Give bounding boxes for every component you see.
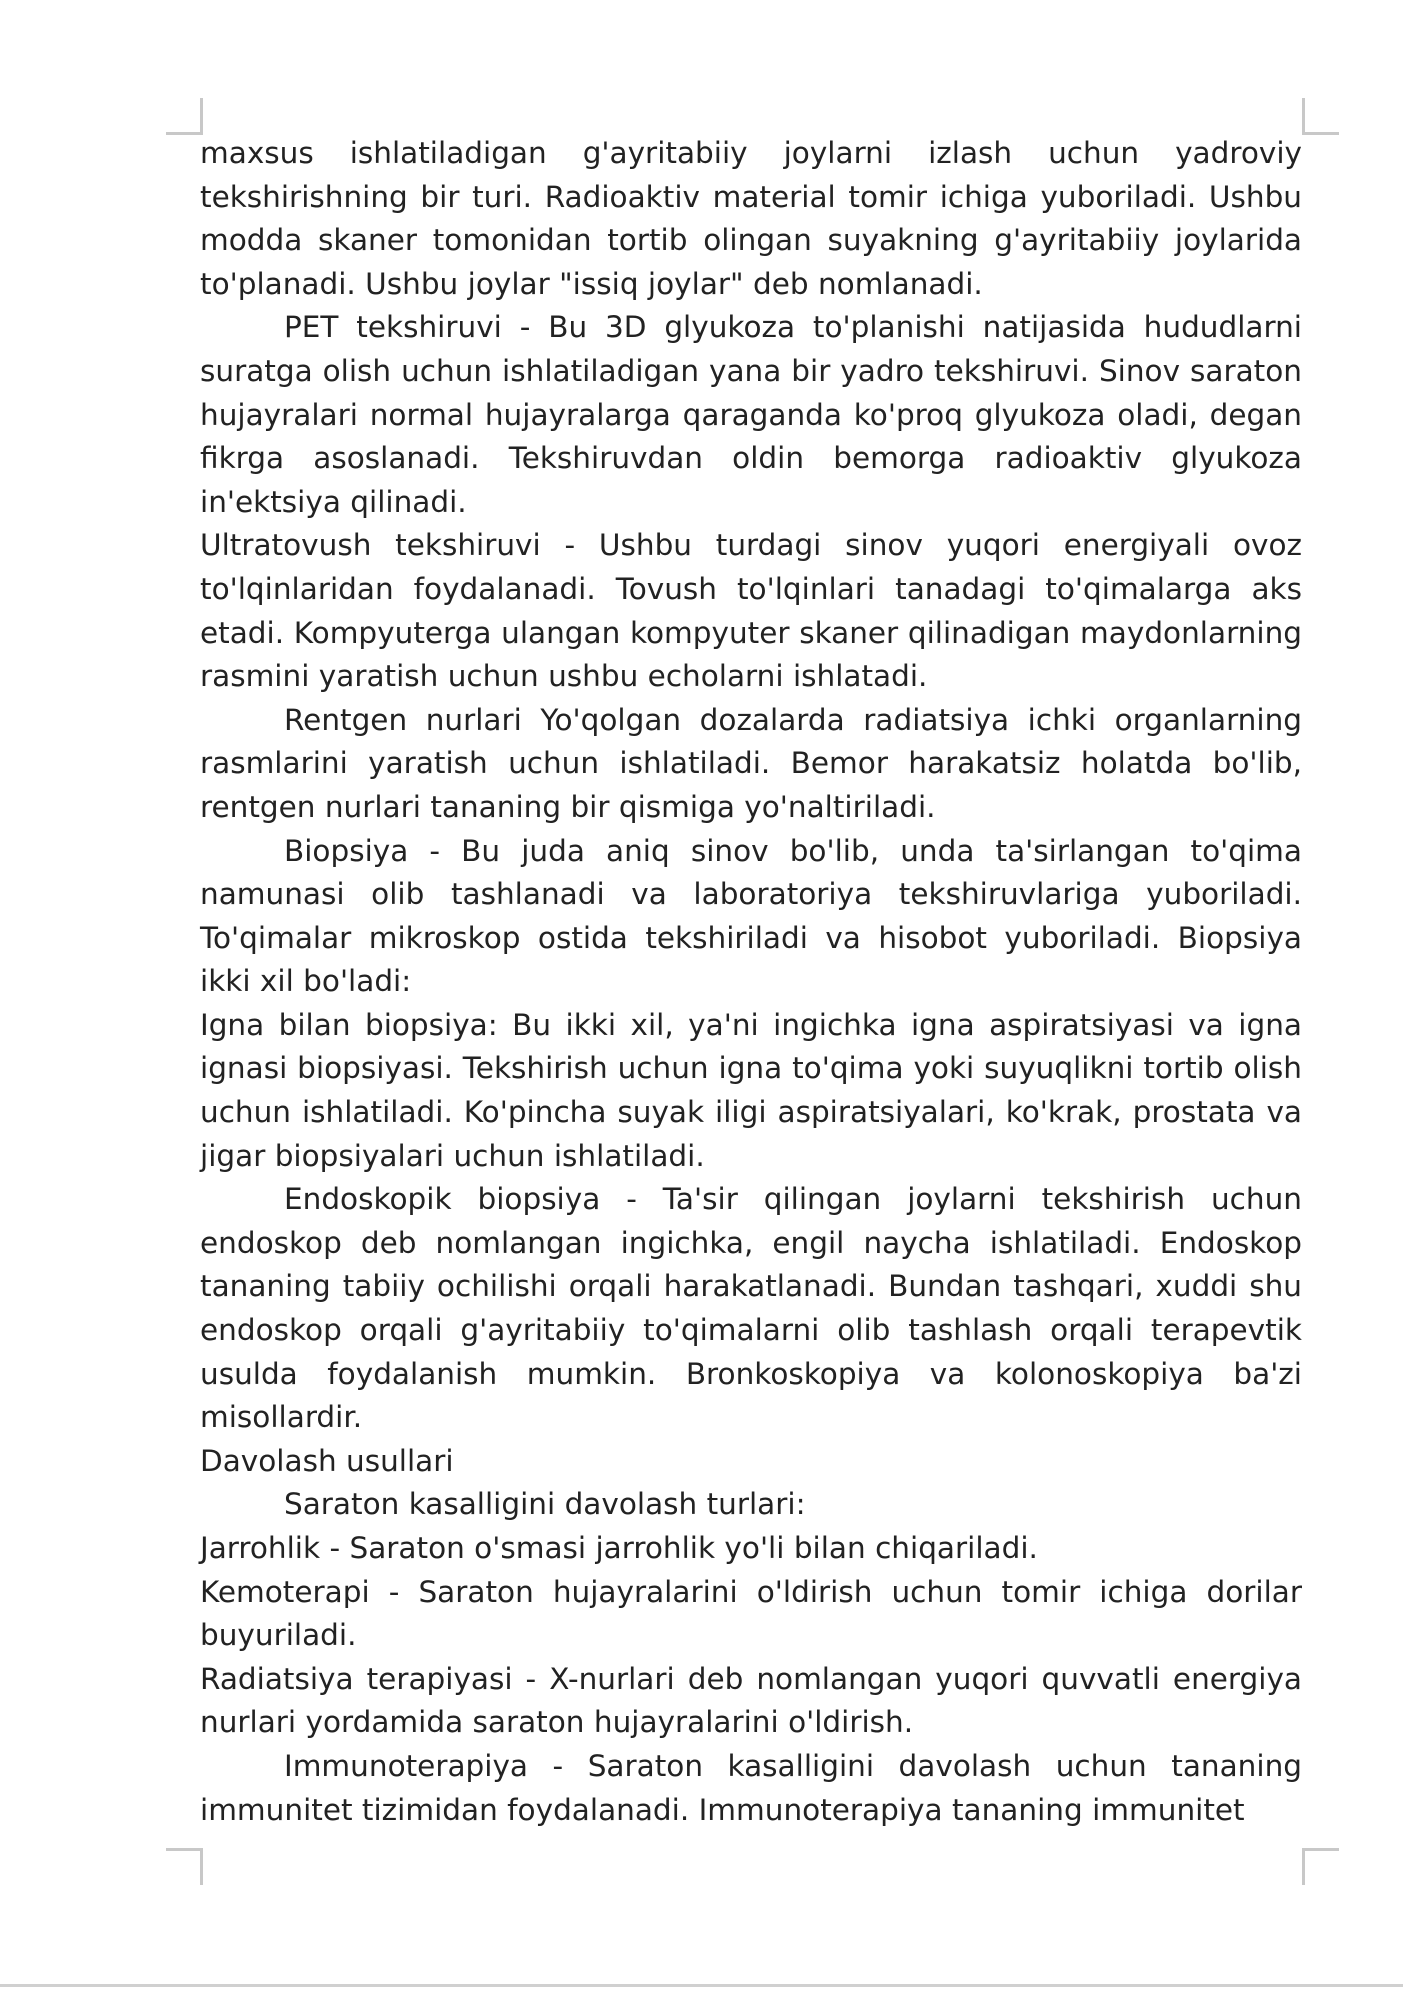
paragraph-x-ray: Rentgen nurlari Yo'qolgan dozalarda radiatsiya ichki organlarning rasmlarini yaratish uchun ishlatiladi. Bemor harakatsiz holatda bo'lib, rentgen nurlari tananing bir qismiga yo'naltiriladi. [200, 702, 1302, 824]
paragraph-treatment-types: Saraton kasalligini davolash turlari: [284, 1487, 806, 1522]
margin-corner-mark-top-right [1302, 98, 1339, 135]
document-body [200, 132, 1302, 1832]
margin-corner-mark-top-left [166, 98, 203, 135]
paragraph-biopsy: Biopsiya - Bu juda aniq sinov bo'lib, unda ta'sirlangan to'qima namunasi olib tashlanadi va laboratoriya tekshiruvlariga yuboriladi. To'qimalar mikroskop ostida tekshiriladi va hisobot yuboriladi. Biopsiya ikki xil bo'ladi: [200, 833, 1302, 999]
margin-corner-mark-bottom-right [1302, 1848, 1339, 1885]
margin-corner-mark-bottom-left [166, 1848, 203, 1885]
paragraph-needle-biopsy: Igna bilan biopsiya: Bu ikki xil, ya'ni ingichka igna aspiratsiyasi va igna ignasi biopsiyasi. Tekshirish uchun igna to'qima yoki suyuqlikni tortib olish uchun ishlatiladi. Ko'pincha suyak iligi aspiratsiyalari, ko'krak, prostata va jigar biopsiyalari uchun ishlatiladi. [200, 1007, 1302, 1173]
paragraph-chemotherapy: Kemoterapi - Saraton hujayralarini o'ldirish uchun tomir ichiga dorilar buyuriladi. [200, 1574, 1302, 1653]
paragraph-radiation-therapy: Radiatsiya terapiyasi - X-nurlari deb nomlangan yuqori quvvatli energiya nurlari yordamida saraton hujayralarini o'ldirish. [200, 1661, 1302, 1740]
page-bottom-divider [0, 1984, 1403, 1987]
section-heading-treatment: Davolash usullari [200, 1443, 454, 1478]
paragraph-pet-scan: PET tekshiruvi - Bu 3D glyukoza to'planishi natijasida hududlarni suratga olish uchun ishlatiladigan yana bir yadro tekshiruvi. Sinov saraton hujayralari normal hujayralarga qaraganda ko'proq glyukoza oladi, degan fikrga asoslanadi. Tekshiruvdan oldin bemorga radioaktiv glyukoza in'ektsiya qilinadi. [200, 310, 1302, 519]
paragraph-bone-scan: maxsus ishlatiladigan g'ayritabiiy joylarni izlash uchun yadroviy tekshirishning bir turi. Radioaktiv material tomir ichiga yuboriladi. Ushbu modda skaner tomonidan tortib olingan suyakning g'ayritabiiy joylarida to'planadi. Ushbu joylar "issiq joylar" deb nomlanadi. [200, 136, 1302, 301]
paragraph-immunotherapy: Immunoterapiya - Saraton kasalligini davolash uchun tananing immunitet tizimidan foydalanadi. Immunoterapiya tananing immunitet [200, 1748, 1302, 1827]
paragraph-ultrasound: Ultratovush tekshiruvi - Ushbu turdagi sinov yuqori energiyali ovoz to'lqinlaridan foydalanadi. Tovush to'lqinlari tanadagi to'qimalarga aks etadi. Kompyuterga ulangan kompyuter skaner qilinadigan maydonlarning rasmini yaratish uchun ushbu echolarni ishlatadi. [200, 528, 1302, 694]
paragraph-surgery: Jarrohlik - Saraton o'smasi jarrohlik yo'li bilan chiqariladi. [200, 1531, 1038, 1565]
paragraph-endoscopic-biopsy: Endoskopik biopsiya - Ta'sir qilingan joylarni tekshirish uchun endoskop deb nomlangan ingichka, engil naycha ishlatiladi. Endoskop tananing tabiiy ochilishi orqali harakatlanadi. Bundan tashqari, xuddi shu endoskop orqali g'ayritabiiy to'qimalarni olib tashlash orqali terapevtik usulda foydalanish mumkin. Bronkoskopiya va kolonoskopiya ba'zi misollardir. [200, 1182, 1302, 1435]
